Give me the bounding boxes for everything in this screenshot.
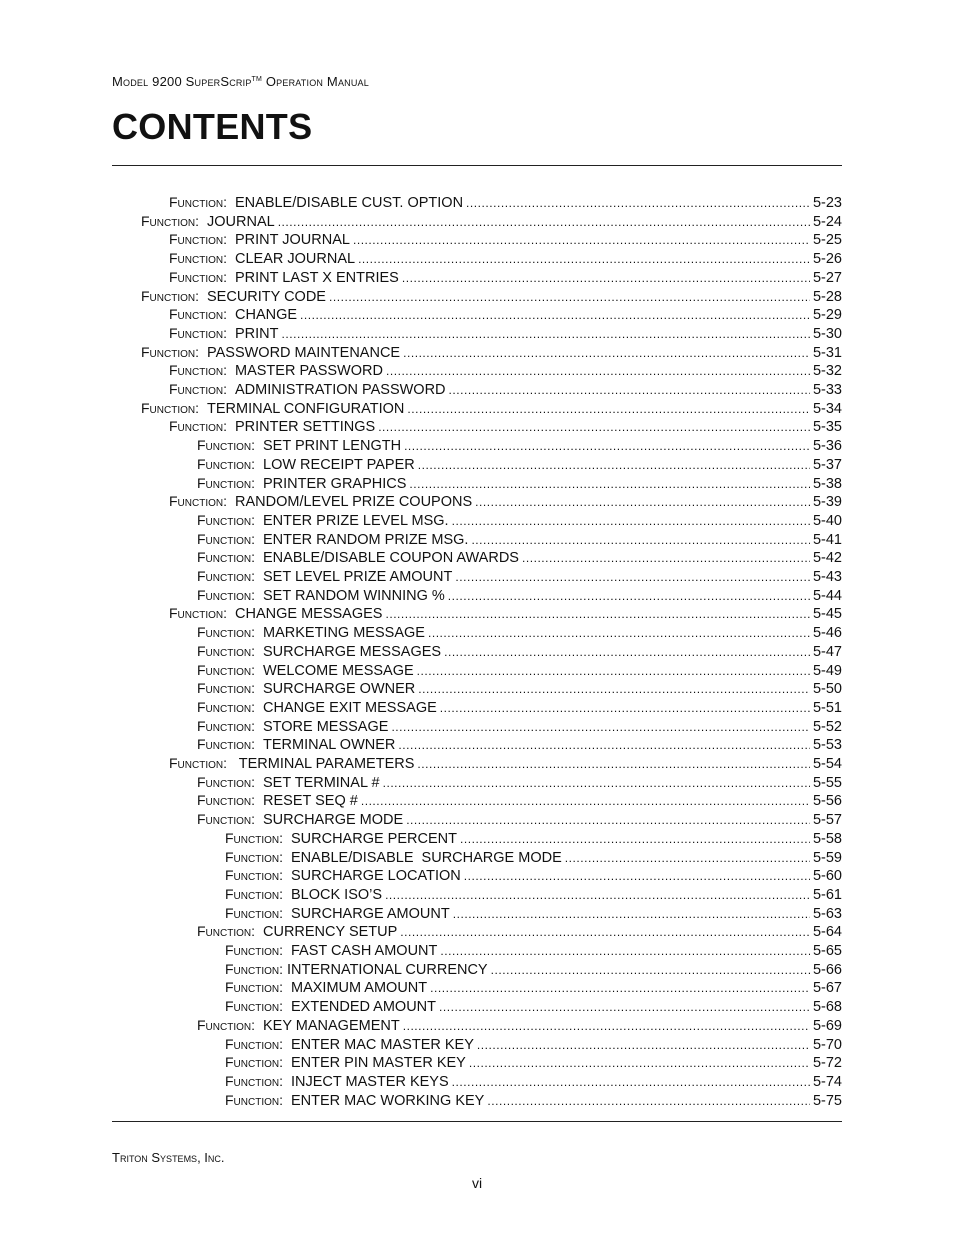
toc-entry [225, 829, 842, 848]
toc-entry-title: SET PRINT LENGTH [263, 438, 402, 454]
toc-entry-prefix: Function: [197, 475, 255, 491]
toc-entry-page: 5-56 [812, 793, 842, 809]
toc-entry-title: ENTER MAC WORKING KEY [291, 1093, 485, 1109]
toc-entry-prefix: Function: [225, 942, 283, 958]
page-number: vi [471, 1175, 483, 1191]
toc-entry-prefix: Function: [197, 699, 255, 715]
toc-entry-title: SET RANDOM WINNING % [263, 588, 445, 604]
toc-entry-page: 5-75 [812, 1093, 842, 1109]
toc-entry-page: 5-28 [812, 289, 842, 305]
toc-entry-prefix: Function: [169, 194, 227, 210]
toc-entry-title: SECURITY CODE [207, 289, 326, 305]
dot-leader [475, 493, 810, 512]
toc-entry-prefix: Function: [169, 605, 227, 621]
dot-leader [361, 792, 810, 811]
toc-entry-prefix: Function: [141, 213, 199, 229]
toc-entry-page: 5-27 [812, 270, 842, 286]
running-header-suffix: Operation Manual [262, 74, 369, 89]
toc-entry-page: 5-38 [812, 476, 842, 492]
toc-entry-page: 5-57 [812, 812, 842, 828]
toc-entry-title: CURRENCY SETUP [263, 924, 398, 940]
toc-entry-page: 5-67 [812, 980, 842, 996]
toc-entry-title: ENTER PRIZE LEVEL MSG. [263, 513, 449, 529]
dot-leader [406, 811, 810, 830]
toc-entry [169, 305, 842, 324]
toc-entry-page: 5-34 [812, 401, 842, 417]
toc-entry-title: SURCHARGE OWNER [263, 681, 416, 697]
toc-entry-page: 5-35 [812, 419, 842, 435]
toc-entry-page: 5-53 [812, 737, 842, 753]
toc-entry-page: 5-50 [812, 681, 842, 697]
toc-entry [197, 548, 842, 567]
toc-entry-page: 5-31 [812, 345, 842, 361]
toc-entry-title: INJECT MASTER KEYS [291, 1074, 449, 1090]
dot-leader [418, 680, 810, 699]
toc-entry-prefix: Function: [197, 587, 255, 603]
toc-entry-title: CHANGE MESSAGES [235, 606, 383, 622]
dot-leader [400, 923, 810, 942]
toc-entry-title: JOURNAL [207, 214, 275, 230]
toc-entry-title: FAST CASH AMOUNT [291, 943, 438, 959]
toc-entry [225, 1072, 842, 1091]
toc-entry-prefix: Function: [225, 867, 283, 883]
toc-entry [225, 1053, 842, 1072]
toc-entry-title: SET TERMINAL # [263, 775, 380, 791]
toc-entry-prefix: Function: [225, 1092, 283, 1108]
toc-entry-page: 5-55 [812, 775, 842, 791]
toc-entry [197, 735, 842, 754]
dot-leader [358, 250, 810, 269]
toc-entry-page: 5-63 [812, 906, 842, 922]
toc-entry-title: KEY MANAGEMENT [263, 1018, 400, 1034]
toc-entry-prefix: Function: [225, 886, 283, 902]
toc-entry-title: SURCHARGE AMOUNT [291, 906, 450, 922]
toc-entry [197, 586, 842, 605]
toc-entry-prefix: Function: [197, 811, 255, 827]
toc-entry-prefix: Function: [169, 306, 227, 322]
toc-entry [197, 773, 842, 792]
toc-entry [197, 642, 842, 661]
toc-entry [225, 866, 842, 885]
toc-entry-prefix: Function: [225, 849, 283, 865]
toc-entry-page: 5-58 [812, 831, 842, 847]
toc-entry [197, 530, 842, 549]
toc-entry [169, 380, 842, 399]
toc-entry-prefix: Function: [197, 1017, 255, 1033]
toc-entry-page: 5-61 [812, 887, 842, 903]
toc-entry-prefix: Function: [197, 624, 255, 640]
toc-entry-prefix: Function: [197, 549, 255, 565]
dot-leader [455, 568, 810, 587]
toc-entry-title: ENABLE/DISABLE SURCHARGE MODE [291, 850, 562, 866]
toc-entry [197, 679, 842, 698]
toc-entry-page: 5-42 [812, 550, 842, 566]
toc-entry-prefix: Function: [225, 1054, 283, 1070]
dot-leader [440, 699, 810, 718]
toc-entry-prefix: Function: [225, 998, 283, 1014]
toc-entry [197, 791, 842, 810]
toc-entry [141, 343, 842, 362]
toc-entry-prefix: Function: [225, 979, 283, 995]
toc-entry-page: 5-69 [812, 1018, 842, 1034]
dot-leader [464, 867, 810, 886]
toc-entry-prefix: Function: [169, 381, 227, 397]
toc-entry [141, 287, 842, 306]
toc-entry-title: SET LEVEL PRIZE AMOUNT [263, 569, 453, 585]
toc-entry-title: WELCOME MESSAGE [263, 663, 414, 679]
toc-entry [197, 436, 842, 455]
toc-entry-page: 5-51 [812, 700, 842, 716]
toc-entry-page: 5-33 [812, 382, 842, 398]
dot-leader [385, 605, 810, 624]
toc-entry-page: 5-29 [812, 307, 842, 323]
dot-leader [469, 1054, 810, 1073]
dot-leader [444, 643, 810, 662]
toc-entry-prefix: Function: [197, 568, 255, 584]
toc-entry-page: 5-64 [812, 924, 842, 940]
toc-entry-title: ADMINISTRATION PASSWORD [235, 382, 446, 398]
toc-entry [169, 268, 842, 287]
toc-entry [169, 492, 842, 511]
toc-entry-prefix: Function: [197, 643, 255, 659]
dot-leader [452, 512, 810, 531]
dot-leader [522, 549, 810, 568]
toc-entry [169, 324, 842, 343]
toc-entry-prefix: Function: [197, 923, 255, 939]
toc-entry-page: 5-44 [812, 588, 842, 604]
toc-entry-prefix: Function: [225, 961, 283, 977]
toc-entry-title: ENTER RANDOM PRIZE MSG. [263, 532, 469, 548]
toc-entry-title: STORE MESSAGE [263, 719, 389, 735]
toc-entry [197, 474, 842, 493]
toc-entry [141, 399, 842, 418]
toc-entry [197, 717, 842, 736]
toc-entry [225, 941, 842, 960]
toc-entry [225, 960, 842, 979]
toc-entry-prefix: Function: [197, 662, 255, 678]
toc-entry-title: SURCHARGE MODE [263, 812, 404, 828]
toc-entry-prefix: Function: [169, 362, 227, 378]
toc-entry-title: CLEAR JOURNAL [235, 251, 356, 267]
toc-entry [169, 754, 842, 773]
toc-entry-page: 5-68 [812, 999, 842, 1015]
toc-entry-page: 5-65 [812, 943, 842, 959]
toc-entry-prefix: Function: [197, 774, 255, 790]
dot-leader [440, 942, 810, 961]
toc-entry [169, 604, 842, 623]
toc-entry-title: LOW RECEIPT PAPER [263, 457, 415, 473]
toc-entry [225, 997, 842, 1016]
toc-entry-page: 5-46 [812, 625, 842, 641]
toc-entry-title: PRINTER GRAPHICS [263, 476, 407, 492]
toc-entry [225, 904, 842, 923]
page-title: CONTENTS [112, 106, 313, 147]
dot-leader [452, 1073, 810, 1092]
toc-entry-prefix: Function: [169, 269, 227, 285]
toc-entry-page: 5-45 [812, 606, 842, 622]
dot-leader [398, 736, 810, 755]
toc-entry-page: 5-32 [812, 363, 842, 379]
toc-entry-page: 5-36 [812, 438, 842, 454]
dot-leader [386, 362, 810, 381]
toc-entry-prefix: Function: [225, 905, 283, 921]
toc-entry-title: PRINTER SETTINGS [235, 419, 376, 435]
toc-entry-title: RANDOM/LEVEL PRIZE COUPONS [235, 494, 473, 510]
toc-entry [225, 885, 842, 904]
toc-entry-title: ENTER MAC MASTER KEY [291, 1037, 474, 1053]
toc-entry-prefix: Function: [197, 531, 255, 547]
toc-entry-page: 5-26 [812, 251, 842, 267]
dot-leader [378, 418, 810, 437]
toc-entry-page: 5-54 [812, 756, 842, 772]
toc-entry-title: CHANGE EXIT MESSAGE [263, 700, 437, 716]
toc-entry-page: 5-39 [812, 494, 842, 510]
toc-entry-prefix: Function: [225, 1036, 283, 1052]
toc-entry-page: 5-74 [812, 1074, 842, 1090]
toc-entry-prefix: Function: [225, 1073, 283, 1089]
toc-entry-prefix: Function: [141, 288, 199, 304]
toc-entry-page: 5-24 [812, 214, 842, 230]
dot-leader [430, 979, 810, 998]
footer-divider [112, 1121, 842, 1122]
toc-entry-prefix: Function: [169, 755, 227, 771]
toc-entry-title: PRINT [235, 326, 279, 342]
toc-entry-page: 5-49 [812, 663, 842, 679]
toc-entry [169, 230, 842, 249]
toc-entry-title: INTERNATIONAL CURRENCY [287, 962, 488, 978]
toc-entry-title: TERMINAL OWNER [263, 737, 396, 753]
dot-leader [282, 325, 810, 344]
toc-entry-prefix: Function: [141, 400, 199, 416]
toc-entry-page: 5-30 [812, 326, 842, 342]
toc-entry-prefix: Function: [197, 736, 255, 752]
toc-entry-prefix: Function: [197, 680, 255, 696]
toc-entry-title: CHANGE [235, 307, 298, 323]
toc-entry [169, 417, 842, 436]
toc-entry-page: 5-41 [812, 532, 842, 548]
toc-entry-title: MAXIMUM AMOUNT [291, 980, 428, 996]
toc-entry [225, 1091, 842, 1110]
toc-entry-prefix: Function: [169, 493, 227, 509]
toc-entry [197, 922, 842, 941]
toc-entry-page: 5-37 [812, 457, 842, 473]
toc-entry-page: 5-25 [812, 232, 842, 248]
toc-entry-page: 5-59 [812, 850, 842, 866]
toc-entry-title: TERMINAL PARAMETERS [235, 756, 415, 772]
toc-entry-prefix: Function: [141, 344, 199, 360]
toc-entry-title: MASTER PASSWORD [235, 363, 383, 379]
toc-entry [197, 1016, 842, 1035]
toc-entry-page: 5-66 [812, 962, 842, 978]
toc-entry-page: 5-70 [812, 1037, 842, 1053]
dot-leader [487, 1092, 810, 1111]
toc-entry [225, 1035, 842, 1054]
toc-entry-title: SURCHARGE PERCENT [291, 831, 457, 847]
toc-entry [197, 810, 842, 829]
toc-entry [197, 511, 842, 530]
toc-entry-title: RESET SEQ # [263, 793, 358, 809]
dot-leader [466, 194, 810, 213]
toc-entry [197, 567, 842, 586]
toc-entry [169, 361, 842, 380]
toc-entry [197, 623, 842, 642]
toc-entry-title: ENABLE/DISABLE COUPON AWARDS [263, 550, 519, 566]
toc-entry-prefix: Function: [169, 325, 227, 341]
dot-leader [460, 830, 810, 849]
trademark-mark: TM [251, 76, 263, 83]
toc-entry-prefix: Function: [169, 250, 227, 266]
dot-leader [385, 886, 810, 905]
toc-entry-page: 5-72 [812, 1055, 842, 1071]
toc-entry-prefix: Function: [197, 437, 255, 453]
footer-company: Triton Systems, Inc. [112, 1150, 225, 1165]
toc-entry-page: 5-43 [812, 569, 842, 585]
toc-entry-title: SURCHARGE LOCATION [291, 868, 461, 884]
toc-entry-page: 5-60 [812, 868, 842, 884]
toc-entry-title: PASSWORD MAINTENANCE [207, 345, 401, 361]
toc-entry-prefix: Function: [197, 512, 255, 528]
toc-entry [141, 212, 842, 231]
toc-entry-prefix: Function: [169, 418, 227, 434]
toc-entry-title: EXTENDED AMOUNT [291, 999, 437, 1015]
toc-entry-title: MARKETING MESSAGE [263, 625, 425, 641]
toc-entry [197, 661, 842, 680]
dot-leader [300, 306, 810, 325]
toc-entry-title: ENABLE/DISABLE CUST. OPTION [235, 195, 464, 211]
dot-leader [417, 755, 810, 774]
toc-entry-prefix: Function: [197, 792, 255, 808]
toc-entry [169, 249, 842, 268]
toc-entry [169, 193, 842, 212]
toc-entry-page: 5-52 [812, 719, 842, 735]
dot-leader [428, 624, 810, 643]
dot-leader [353, 231, 810, 250]
dot-leader [449, 381, 810, 400]
dot-leader [403, 1017, 810, 1036]
toc-entry [197, 698, 842, 717]
toc-entry-prefix: Function: [197, 718, 255, 734]
toc-entry-page: 5-40 [812, 513, 842, 529]
running-header-title: Model 9200 SuperScrip [112, 74, 252, 89]
dot-leader [404, 437, 810, 456]
toc-entry-prefix: Function: [169, 231, 227, 247]
toc-entry-title: BLOCK ISO’S [291, 887, 383, 903]
dot-leader [418, 456, 810, 475]
toc-entry-page: 5-47 [812, 644, 842, 660]
dot-leader [439, 998, 810, 1017]
toc-entry [197, 455, 842, 474]
header-divider [112, 165, 842, 166]
running-header [112, 74, 369, 89]
toc-entry-title: SURCHARGE MESSAGES [263, 644, 442, 660]
toc-entry [225, 978, 842, 997]
toc-entry-page: 5-23 [812, 195, 842, 211]
toc-entry-title: PRINT LAST X ENTRIES [235, 270, 399, 286]
toc-entry-title: ENTER PIN MASTER KEY [291, 1055, 466, 1071]
toc-entry-title: TERMINAL CONFIGURATION [207, 401, 405, 417]
toc-entry [225, 848, 842, 867]
dot-leader [402, 269, 810, 288]
toc-entry-title: PRINT JOURNAL [235, 232, 350, 248]
toc-entry-prefix: Function: [197, 456, 255, 472]
toc-entry-prefix: Function: [225, 830, 283, 846]
